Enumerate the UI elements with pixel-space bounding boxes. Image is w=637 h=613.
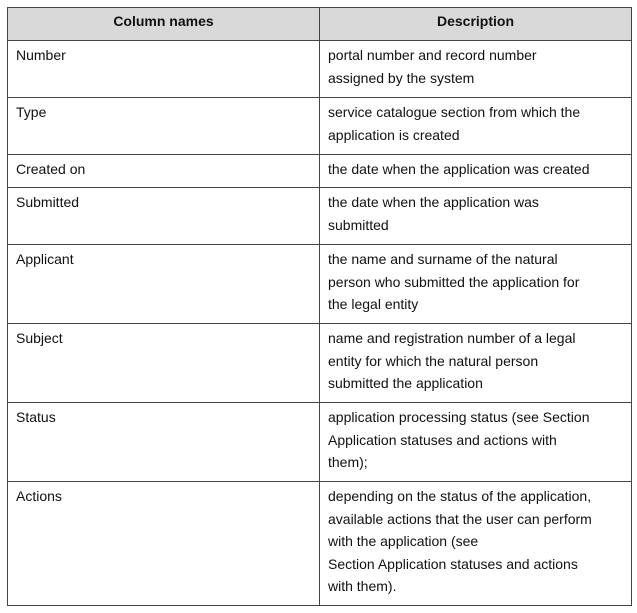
description-line: submitted the application [328,375,483,391]
description-line: the date when the application was [328,194,539,210]
description-cell [320,41,632,98]
description-line: available actions that the user can perform [328,510,592,527]
table-row [8,245,632,324]
column-name-cell: Number [8,41,320,98]
header-column-names: Column names [8,8,320,41]
table-row [8,482,632,606]
description-line: Section Application statuses and actions [328,555,578,572]
description-line: submitted [328,216,389,233]
header-row [8,8,632,41]
table-row [8,155,632,188]
description-line: application is created [328,126,460,143]
description-line: the date when the application was created [328,161,590,177]
column-name-cell: Status [8,403,320,482]
description-line: the name and surname of the natural [328,251,558,267]
description-cell [320,188,632,245]
description-cell [320,482,632,606]
column-name-cell: Created on [8,155,320,188]
table-row [8,403,632,482]
description-line: with the application (see [328,533,479,549]
description-line: person who submitted the application for [328,273,580,290]
header-description: Description [320,8,632,41]
column-name-cell: Subject [8,324,320,403]
description-cell [320,98,632,155]
description-line: application processing status (see Section [328,409,590,425]
table-row [8,41,632,98]
table-row [8,98,632,155]
description-line: service catalogue section from which the [328,104,581,120]
description-line: Application statuses and actions with [328,431,557,448]
description-line: depending on the status of the application, [328,488,592,504]
description-line: with them). [328,578,397,594]
column-name-cell: Applicant [8,245,320,324]
description-line: name and registration number of a legal [328,330,576,346]
description-line: them); [328,454,368,470]
description-cell [320,245,632,324]
column-name-cell: Submitted [8,188,320,245]
table-row [8,188,632,245]
description-line: the legal entity [328,296,419,312]
column-name-cell: Type [8,98,320,155]
description-line: portal number and record number [328,47,537,63]
description-cell [320,155,632,188]
column-description-table [7,7,632,606]
description-line: assigned by the system [328,69,475,86]
description-line: entity for which the natural person [328,352,539,369]
table-row [8,324,632,403]
description-cell [320,403,632,482]
description-cell [320,324,632,403]
column-name-cell: Actions [8,482,320,606]
